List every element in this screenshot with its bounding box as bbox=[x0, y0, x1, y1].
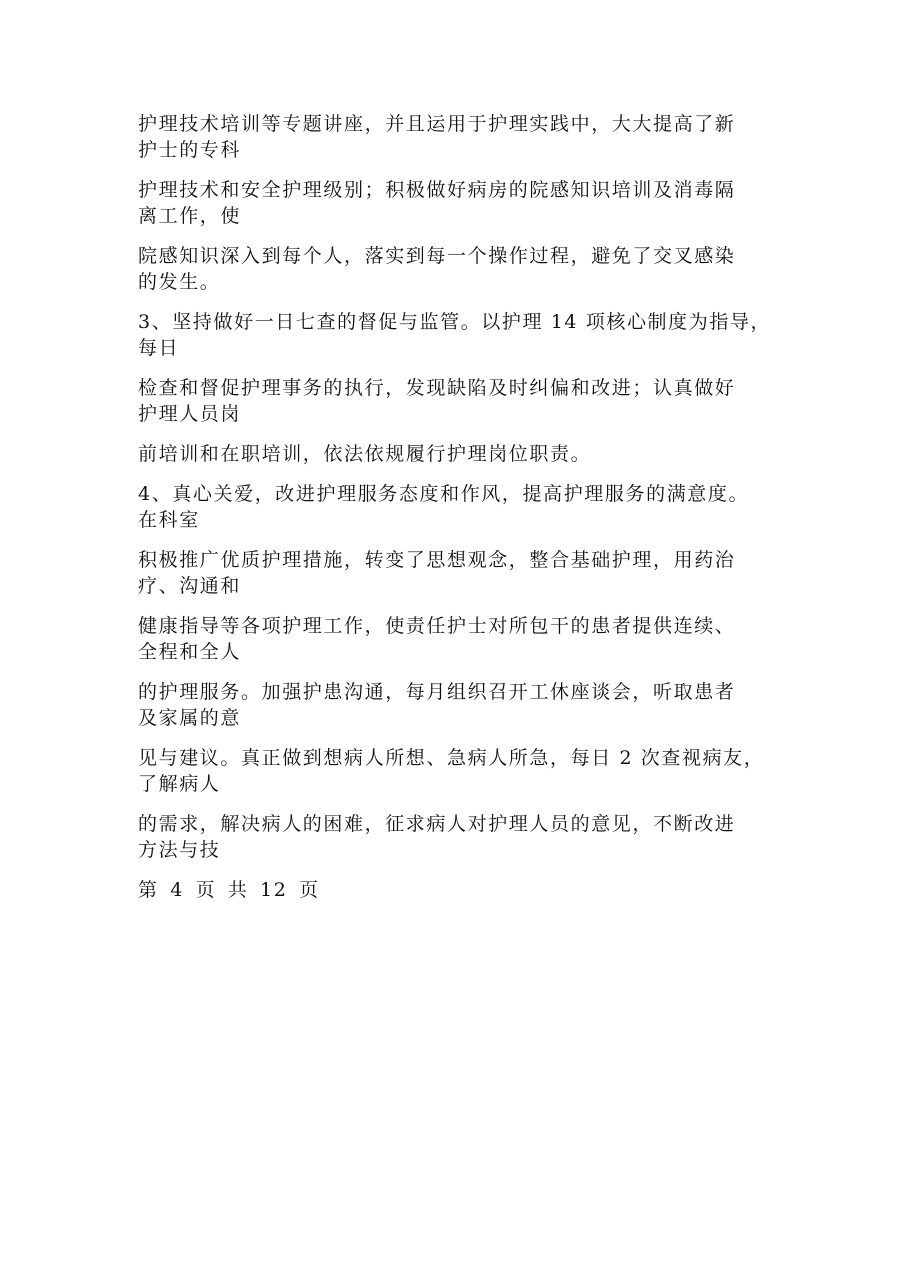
paragraph-line: 积极推广优质护理措施，转变了思想观念，整合基础护理，用药治 bbox=[138, 549, 736, 571]
paragraph-line: 护士的专科 bbox=[138, 139, 242, 161]
paragraph-5 bbox=[138, 375, 778, 427]
paragraph-line: 4、真心关爱，改进护理服务态度和作风，提高护理服务的满意度。 bbox=[138, 483, 750, 505]
paragraph-line: 护理技术和安全护理级别；积极做好病房的院感知识培训及消毒隔 bbox=[138, 179, 736, 201]
paragraph-line: 疗、沟通和 bbox=[138, 575, 242, 597]
paragraph-line: 每日 bbox=[138, 337, 180, 359]
paragraph-11 bbox=[138, 745, 778, 797]
paragraph-line: 前培训和在职培训，依法依规履行护理岗位职责。 bbox=[138, 443, 592, 465]
paragraph-line: 方法与技 bbox=[138, 839, 221, 861]
paragraph-2 bbox=[138, 177, 778, 229]
paragraph-line: 院感知识深入到每个人，落实到每一个操作过程，避免了交叉感染 bbox=[138, 245, 736, 267]
paragraph-4 bbox=[138, 309, 778, 361]
paragraph-line: 检查和督促护理事务的执行，发现缺陷及时纠偏和改进；认真做好 bbox=[138, 377, 736, 399]
paragraph-line: 见与建议。真正做到想病人所想、急病人所急，每日 2 次查视病友， bbox=[138, 747, 765, 769]
paragraph-6 bbox=[138, 441, 778, 467]
paragraph-line: 护理人员岗 bbox=[138, 403, 242, 425]
document-body bbox=[138, 111, 778, 903]
page-number-footer: 第 4 页 共 12 页 bbox=[138, 879, 320, 901]
paragraph-1 bbox=[138, 111, 778, 163]
paragraph-3 bbox=[138, 243, 778, 295]
paragraph-12 bbox=[138, 811, 778, 863]
paragraph-line: 了解病人 bbox=[138, 773, 221, 795]
paragraph-line: 全程和全人 bbox=[138, 641, 242, 663]
paragraph-line: 离工作，使 bbox=[138, 205, 242, 227]
paragraph-line: 及家属的意 bbox=[138, 707, 242, 729]
paragraph-10 bbox=[138, 679, 778, 731]
paragraph-line: 健康指导等各项护理工作，使责任护士对所包干的患者提供连续、 bbox=[138, 615, 736, 637]
paragraph-7 bbox=[138, 481, 778, 533]
paragraph-line: 的护理服务。加强护患沟通，每月组织召开工休座谈会，听取患者 bbox=[138, 681, 736, 703]
paragraph-9 bbox=[138, 613, 778, 665]
paragraph-8 bbox=[138, 547, 778, 599]
paragraph-line: 在科室 bbox=[138, 509, 200, 531]
paragraph-line: 的发生。 bbox=[138, 271, 221, 293]
paragraph-line: 的需求，解决病人的困难，征求病人对护理人员的意见，不断改进 bbox=[138, 813, 736, 835]
paragraph-line: 护理技术培训等专题讲座，并且运用于护理实践中，大大提高了新 bbox=[138, 113, 736, 135]
paragraph-line: 3、坚持做好一日七查的督促与监管。以护理 14 项核心制度为指导， bbox=[138, 311, 772, 333]
